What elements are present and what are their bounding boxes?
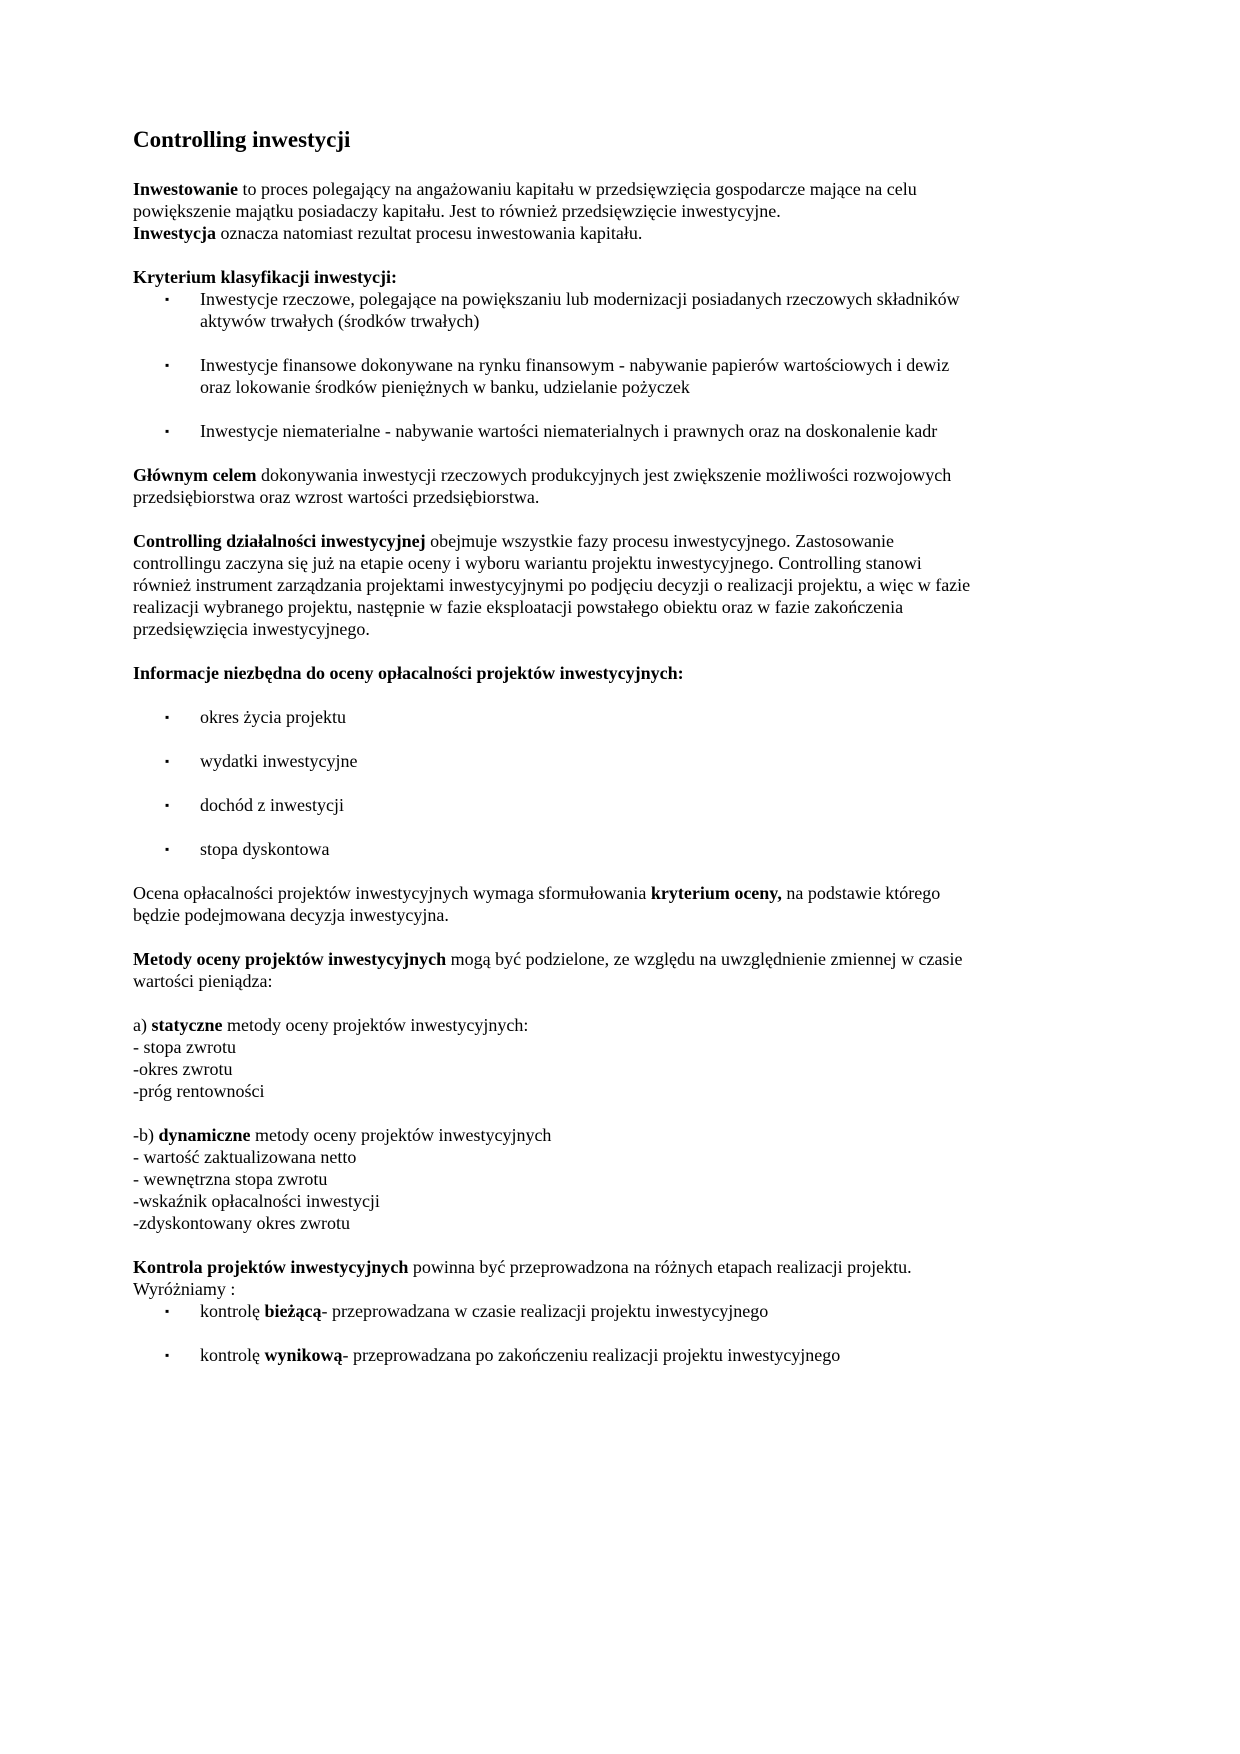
statyczne-prefix: a) — [133, 1015, 152, 1035]
list-item-text: Inwestycje rzeczowe, polegające na powiększaniu lub modernizacji posiadanych rzeczowych składników aktywów trwałych (środków trwałych) — [200, 289, 960, 331]
kontrola-item-bold: wynikową — [264, 1345, 343, 1365]
statyczne-bold: statyczne — [151, 1015, 223, 1035]
kontrola-item-post: - przeprowadzana w czasie realizacji projektu inwestycyjnego — [321, 1301, 769, 1321]
kontrola-line-2: Wyróżniamy : — [133, 1279, 236, 1299]
controlling-paragraph — [133, 530, 978, 640]
kryterium-list — [133, 288, 978, 442]
dynamiczne-method-line: -zdyskontowany okres zwrotu — [133, 1213, 350, 1233]
statyczne-method-line: - stopa zwrotu — [133, 1037, 236, 1057]
ocena-paragraph — [133, 882, 978, 926]
list-item — [133, 750, 978, 772]
bullet-icon: ▪ — [165, 710, 170, 724]
bullet-icon: ▪ — [165, 424, 170, 438]
list-item-text — [200, 1344, 978, 1366]
statyczne-text: metody oceny projektów inwestycyjnych: — [222, 1015, 529, 1035]
bullet-icon: ▪ — [165, 798, 170, 812]
dynamiczne-method-line: - wartość zaktualizowana netto — [133, 1147, 357, 1167]
list-item — [133, 354, 978, 398]
metody-bold: Metody oceny projektów inwestycyjnych — [133, 949, 447, 969]
kontrola-item-bold: bieżącą — [264, 1301, 322, 1321]
document-title: Controlling inwestycji — [133, 127, 351, 152]
intro-term-inwestowanie: Inwestowanie — [133, 179, 239, 199]
bullet-icon: ▪ — [165, 754, 170, 768]
list-item — [133, 838, 978, 860]
controlling-bold: Controlling działalności inwestycyjnej — [133, 531, 426, 551]
list-item-text: stopa dyskontowa — [200, 839, 330, 859]
intro-paragraph — [133, 178, 978, 244]
list-item — [133, 420, 978, 442]
statyczne-heading-line — [133, 1014, 978, 1036]
kontrola-paragraph — [133, 1256, 978, 1300]
dynamiczne-text: metody oceny projektów inwestycyjnych — [250, 1125, 552, 1145]
intro-text-2: oznacza natomiast rezultat procesu inwestowania kapitału. — [216, 223, 643, 243]
statyczne-block — [133, 1014, 978, 1102]
list-item-text: wydatki inwestycyjne — [200, 751, 358, 771]
list-item — [133, 1300, 978, 1322]
bullet-icon: ▪ — [165, 842, 170, 856]
controlling-text: obejmuje wszystkie fazy procesu inwestycyjnego. Zastosowanie controllingu zaczyna się już na etapie oceny i wyboru wariantu projektu inwestycyjnego. Controlling stanowi również instrument zarządzania projektami inwestycyjnymi po podjęciu decyzji o realizacji projektu, a więc w fazie realizacji wybranego projektu, następnie w fazie eksploatacji powstałego obiektu oraz w fazie zakończenia przedsięwzięcia inwestycyjnego. — [133, 531, 971, 639]
informacje-heading: Informacje niezbędna do oceny opłacalności projektów inwestycyjnych: — [133, 663, 684, 683]
list-item-text: okres życia projektu — [200, 707, 346, 727]
dynamiczne-method-line: - wewnętrzna stopa zwrotu — [133, 1169, 328, 1189]
metody-paragraph — [133, 948, 978, 992]
kontrola-list — [133, 1300, 978, 1366]
statyczne-method-line: -okres zwrotu — [133, 1059, 233, 1079]
dynamiczne-prefix: -b) — [133, 1125, 159, 1145]
list-item — [133, 706, 978, 728]
glownym-text: dokonywania inwestycji rzeczowych produkcyjnych jest zwiększenie możliwości rozwojowych przedsiębiorstwa oraz wzrost wartości przedsiębiorstwa. — [133, 465, 952, 507]
list-item-text — [200, 1300, 978, 1322]
bullet-icon: ▪ — [165, 1348, 170, 1362]
kontrola-item-pre: kontrolę — [200, 1345, 265, 1365]
list-item-text: Inwestycje niematerialne - nabywanie wartości niematerialnych i prawnych oraz na doskonalenie kadr — [200, 421, 938, 441]
kontrola-bold: Kontrola projektów inwestycyjnych — [133, 1257, 409, 1277]
dynamiczne-method-line: -wskaźnik opłacalności inwestycji — [133, 1191, 380, 1211]
ocena-text-2: na podstawie którego będzie podejmowana decyzja inwestycyjna. — [133, 883, 941, 925]
glownym-bold: Głównym celem — [133, 465, 257, 485]
kontrola-item-pre: kontrolę — [200, 1301, 265, 1321]
intro-text-1: to proces polegający na angażowaniu kapitału w przedsięwzięcia gospodarcze mające na celu powiększenie majątku posiadaczy kapitału. Jest to również przedsięwzięcie inwestycyjne. — [133, 179, 917, 221]
glownym-paragraph — [133, 464, 978, 508]
statyczne-method-line: -próg rentowności — [133, 1081, 265, 1101]
dynamiczne-block — [133, 1124, 978, 1234]
kryterium-heading: Kryterium klasyfikacji inwestycji: — [133, 267, 397, 287]
bullet-icon: ▪ — [165, 358, 170, 372]
list-item-text: Inwestycje finansowe dokonywane na rynku finansowym - nabywanie papierów wartościowych i dewiz oraz lokowanie środków pieniężnych w banku, udzielanie pożyczek — [200, 355, 950, 397]
bullet-icon: ▪ — [165, 292, 170, 306]
dynamiczne-heading-line — [133, 1124, 978, 1146]
list-item — [133, 1344, 978, 1366]
informacje-list — [133, 706, 978, 860]
list-item — [133, 288, 978, 332]
dynamiczne-bold: dynamiczne — [158, 1125, 251, 1145]
list-item-text: dochód z inwestycji — [200, 795, 344, 815]
ocena-bold: kryterium oceny, — [650, 883, 782, 903]
ocena-text-1: Ocena opłacalności projektów inwestycyjnych wymaga sformułowania — [133, 883, 651, 903]
intro-term-inwestycja: Inwestycja — [133, 223, 216, 243]
kontrola-item-post: - przeprowadzana po zakończeniu realizacji projektu inwestycyjnego — [342, 1345, 841, 1365]
bullet-icon: ▪ — [165, 1304, 170, 1318]
list-item — [133, 794, 978, 816]
metody-text: mogą być podzielone, ze względu na uwzględnienie zmiennej w czasie wartości pieniądza: — [133, 949, 963, 991]
kontrola-text: powinna być przeprowadzona na różnych etapach realizacji projektu. — [408, 1257, 912, 1277]
